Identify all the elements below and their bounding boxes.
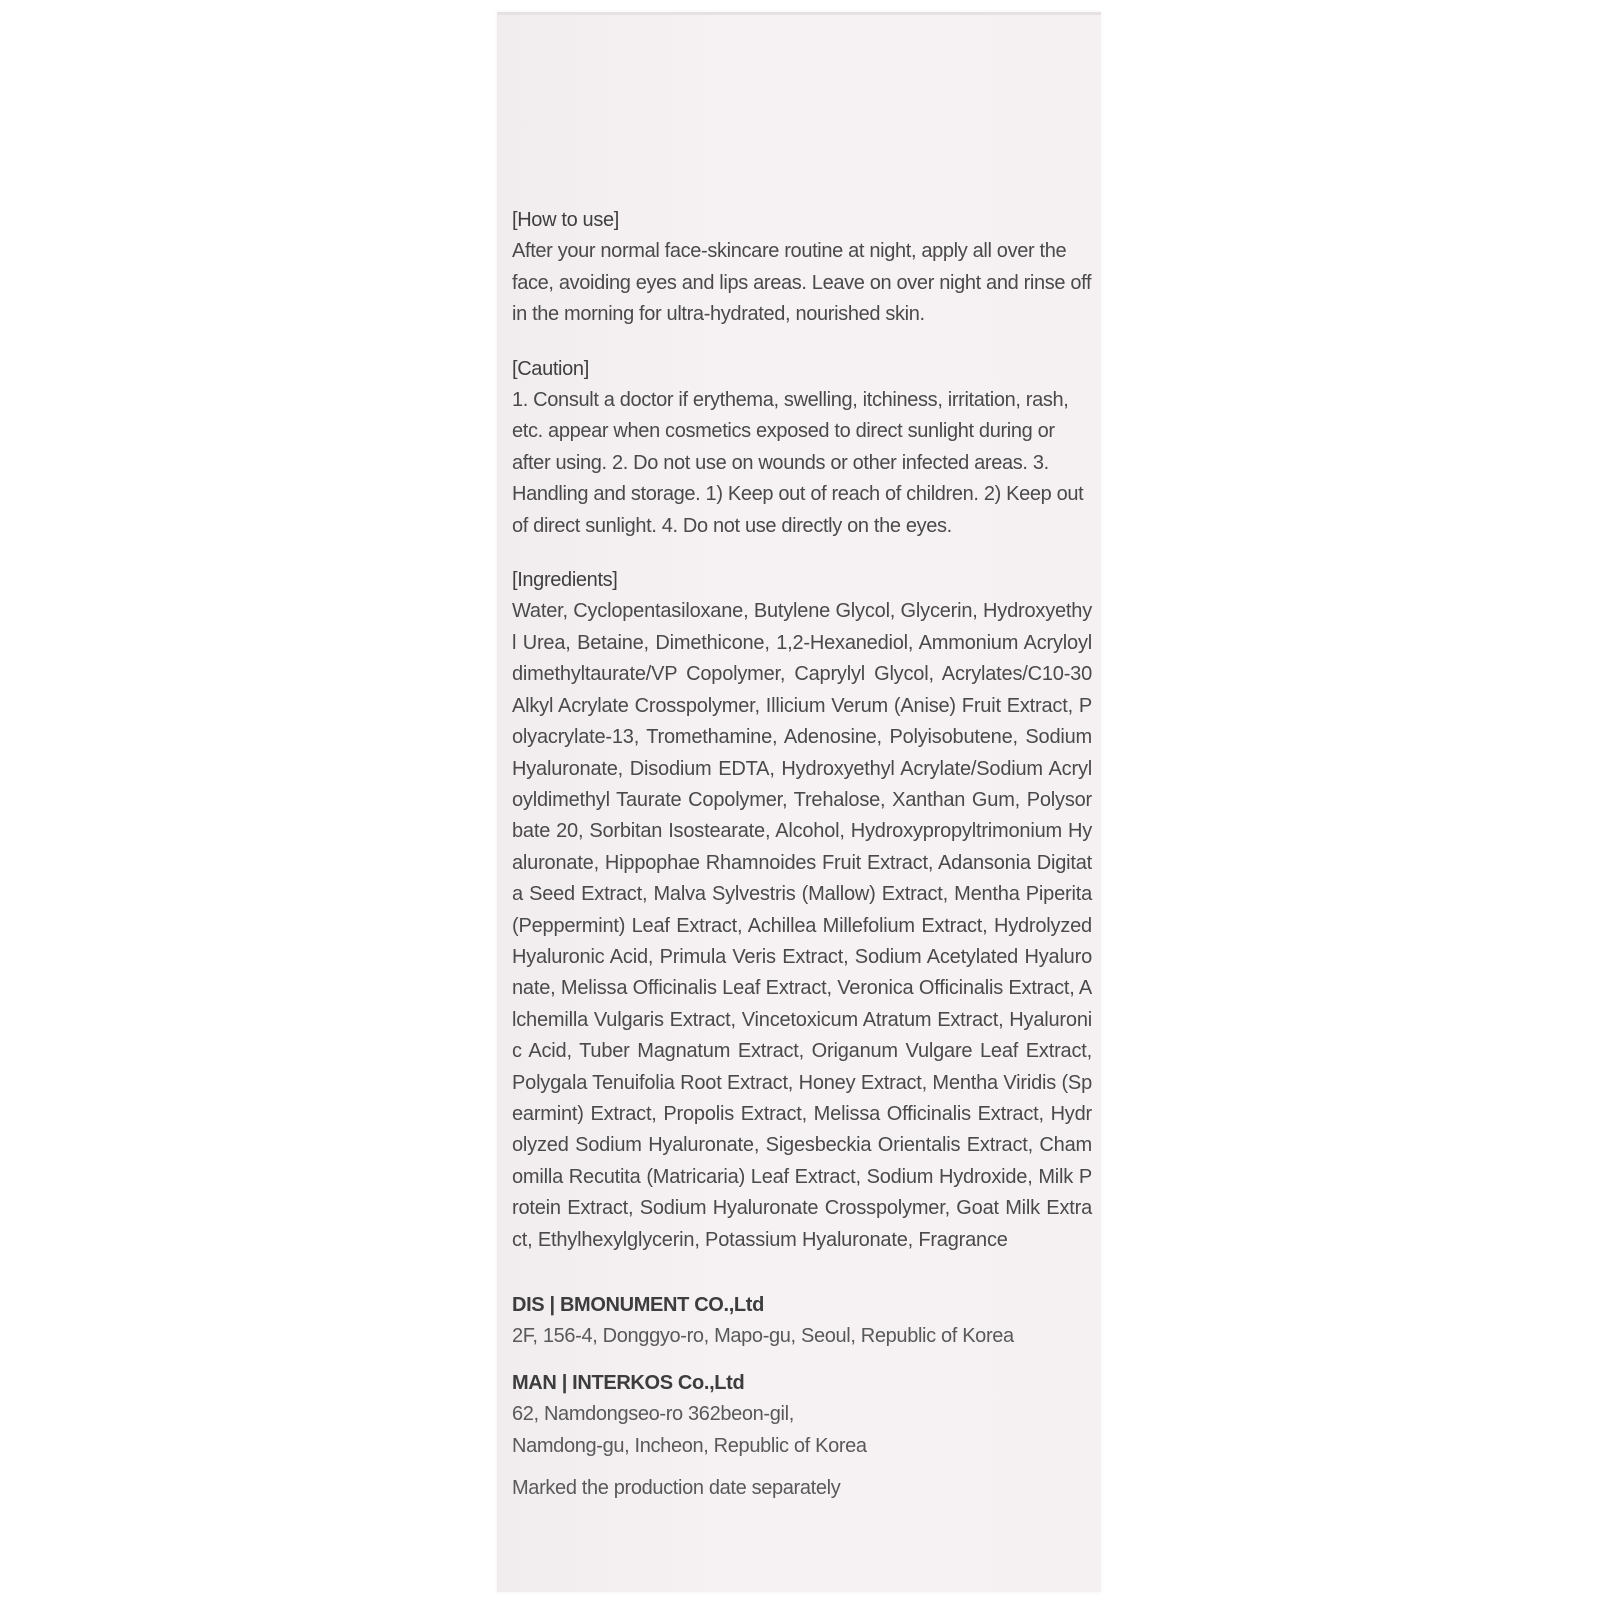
- section-spacer: [512, 1353, 1092, 1368]
- manufacturer-name: MAN | INTERKOS Co.,Ltd: [512, 1371, 745, 1394]
- manufacturer-address-line1: 62, Namdongseo-ro 362beon-gil,: [512, 1403, 794, 1426]
- section-spacer: [512, 542, 1092, 565]
- caution-heading: [Caution]: [512, 357, 589, 380]
- distributor-name: DIS | BMONUMENT CO.,Ltd: [512, 1294, 764, 1316]
- section-spacer: [512, 1462, 1092, 1473]
- label-text-area: [512, 205, 1092, 1504]
- how-to-use-text: After your normal face-skincare routine at night, apply all over the face, avoiding eyes and lips areas. Leave on over night and rinse off in the morning for ultra-hydrated, nourished skin.: [512, 240, 1092, 326]
- section-spacer: [512, 331, 1092, 354]
- how-to-use-heading: [How to use]: [512, 209, 619, 231]
- product-box-panel: [497, 12, 1101, 1592]
- section-spacer: [512, 1256, 1092, 1290]
- box-top-edge: [497, 12, 1101, 15]
- distributor-address: 2F, 156-4, Donggyo-ro, Mapo-gu, Seoul, Republic of Korea: [512, 1325, 1014, 1348]
- production-date-note: Marked the production date separately: [512, 1477, 841, 1500]
- manufacturer-address-line2: Namdong-gu, Incheon, Republic of Korea: [512, 1434, 867, 1457]
- ingredients-text: Water, Cyclopentasiloxane, Butylene Glycol, Glycerin, Hydroxyethyl Urea, Betaine, Dimethicone, 1,2-Hexanediol, Ammonium Acryloyldimethyltaurate/VP Copolymer, Caprylyl Glycol, Acrylates/C10-30 Alkyl Acrylate Crosspolymer, Illicium Verum (Anise) Fruit Extract, Polyacrylate-13, Tromethamine, Adenosine, Polyisobutene, Sodium Hyaluronate, Disodium EDTA, Hydroxyethyl Acrylate/Sodium Acryloyldimethyl Taurate Copolymer, Trehalose, Xanthan Gum, Polysorbate 20, Sorbitan Isostearate, Alcohol, Hydroxypropyltrimonium Hyaluronate, Hippophae Rhamnoides Fruit Extract, Adansonia Digitata Seed Extract, Malva Sylvestris (Mallow) Extract, Mentha Piperita (Peppermint) Leaf Extract, Achillea Millefolium Extract, Hydrolyzed Hyaluronic Acid, Primula Veris Extract, Sodium Acetylated Hyaluronate, Melissa Officinalis Leaf Extract, Veronica Officinalis Extract, Alchemilla Vulgaris Extract, Vincetoxicum Atratum Extract, Hyaluronic Acid, Tuber Magnatum Extract, Origanum Vulgare Leaf Extract, Polygala Tenuifolia Root Extract, Honey Extract, Mentha Viridis (Spearmint) Extract, Propolis Extract, Melissa Officinalis Extract, Hydrolyzed Sodium Hyaluronate, Sigesbeckia Orientalis Extract, Chamomilla Recutita (Matricaria) Leaf Extract, Sodium Hydroxide, Milk Protein Extract, Sodium Hyaluronate Crosspolymer, Goat Milk Extract, Ethylhexylglycerin, Potassium Hyaluronate, Fragrance: [512, 600, 1092, 1251]
- ingredients-heading: [Ingredients]: [512, 569, 618, 592]
- caution-text: 1. Consult a doctor if erythema, swelling, itchiness, irritation, rash, etc. appear when cosmetics exposed to direct sunlight during or after using. 2. Do not use on wounds or other infected areas. 3. Handling and storage. 1) Keep out of reach of children. 2) Keep out of direct sunlight. 4. Do not use directly on the eyes.: [512, 389, 1084, 537]
